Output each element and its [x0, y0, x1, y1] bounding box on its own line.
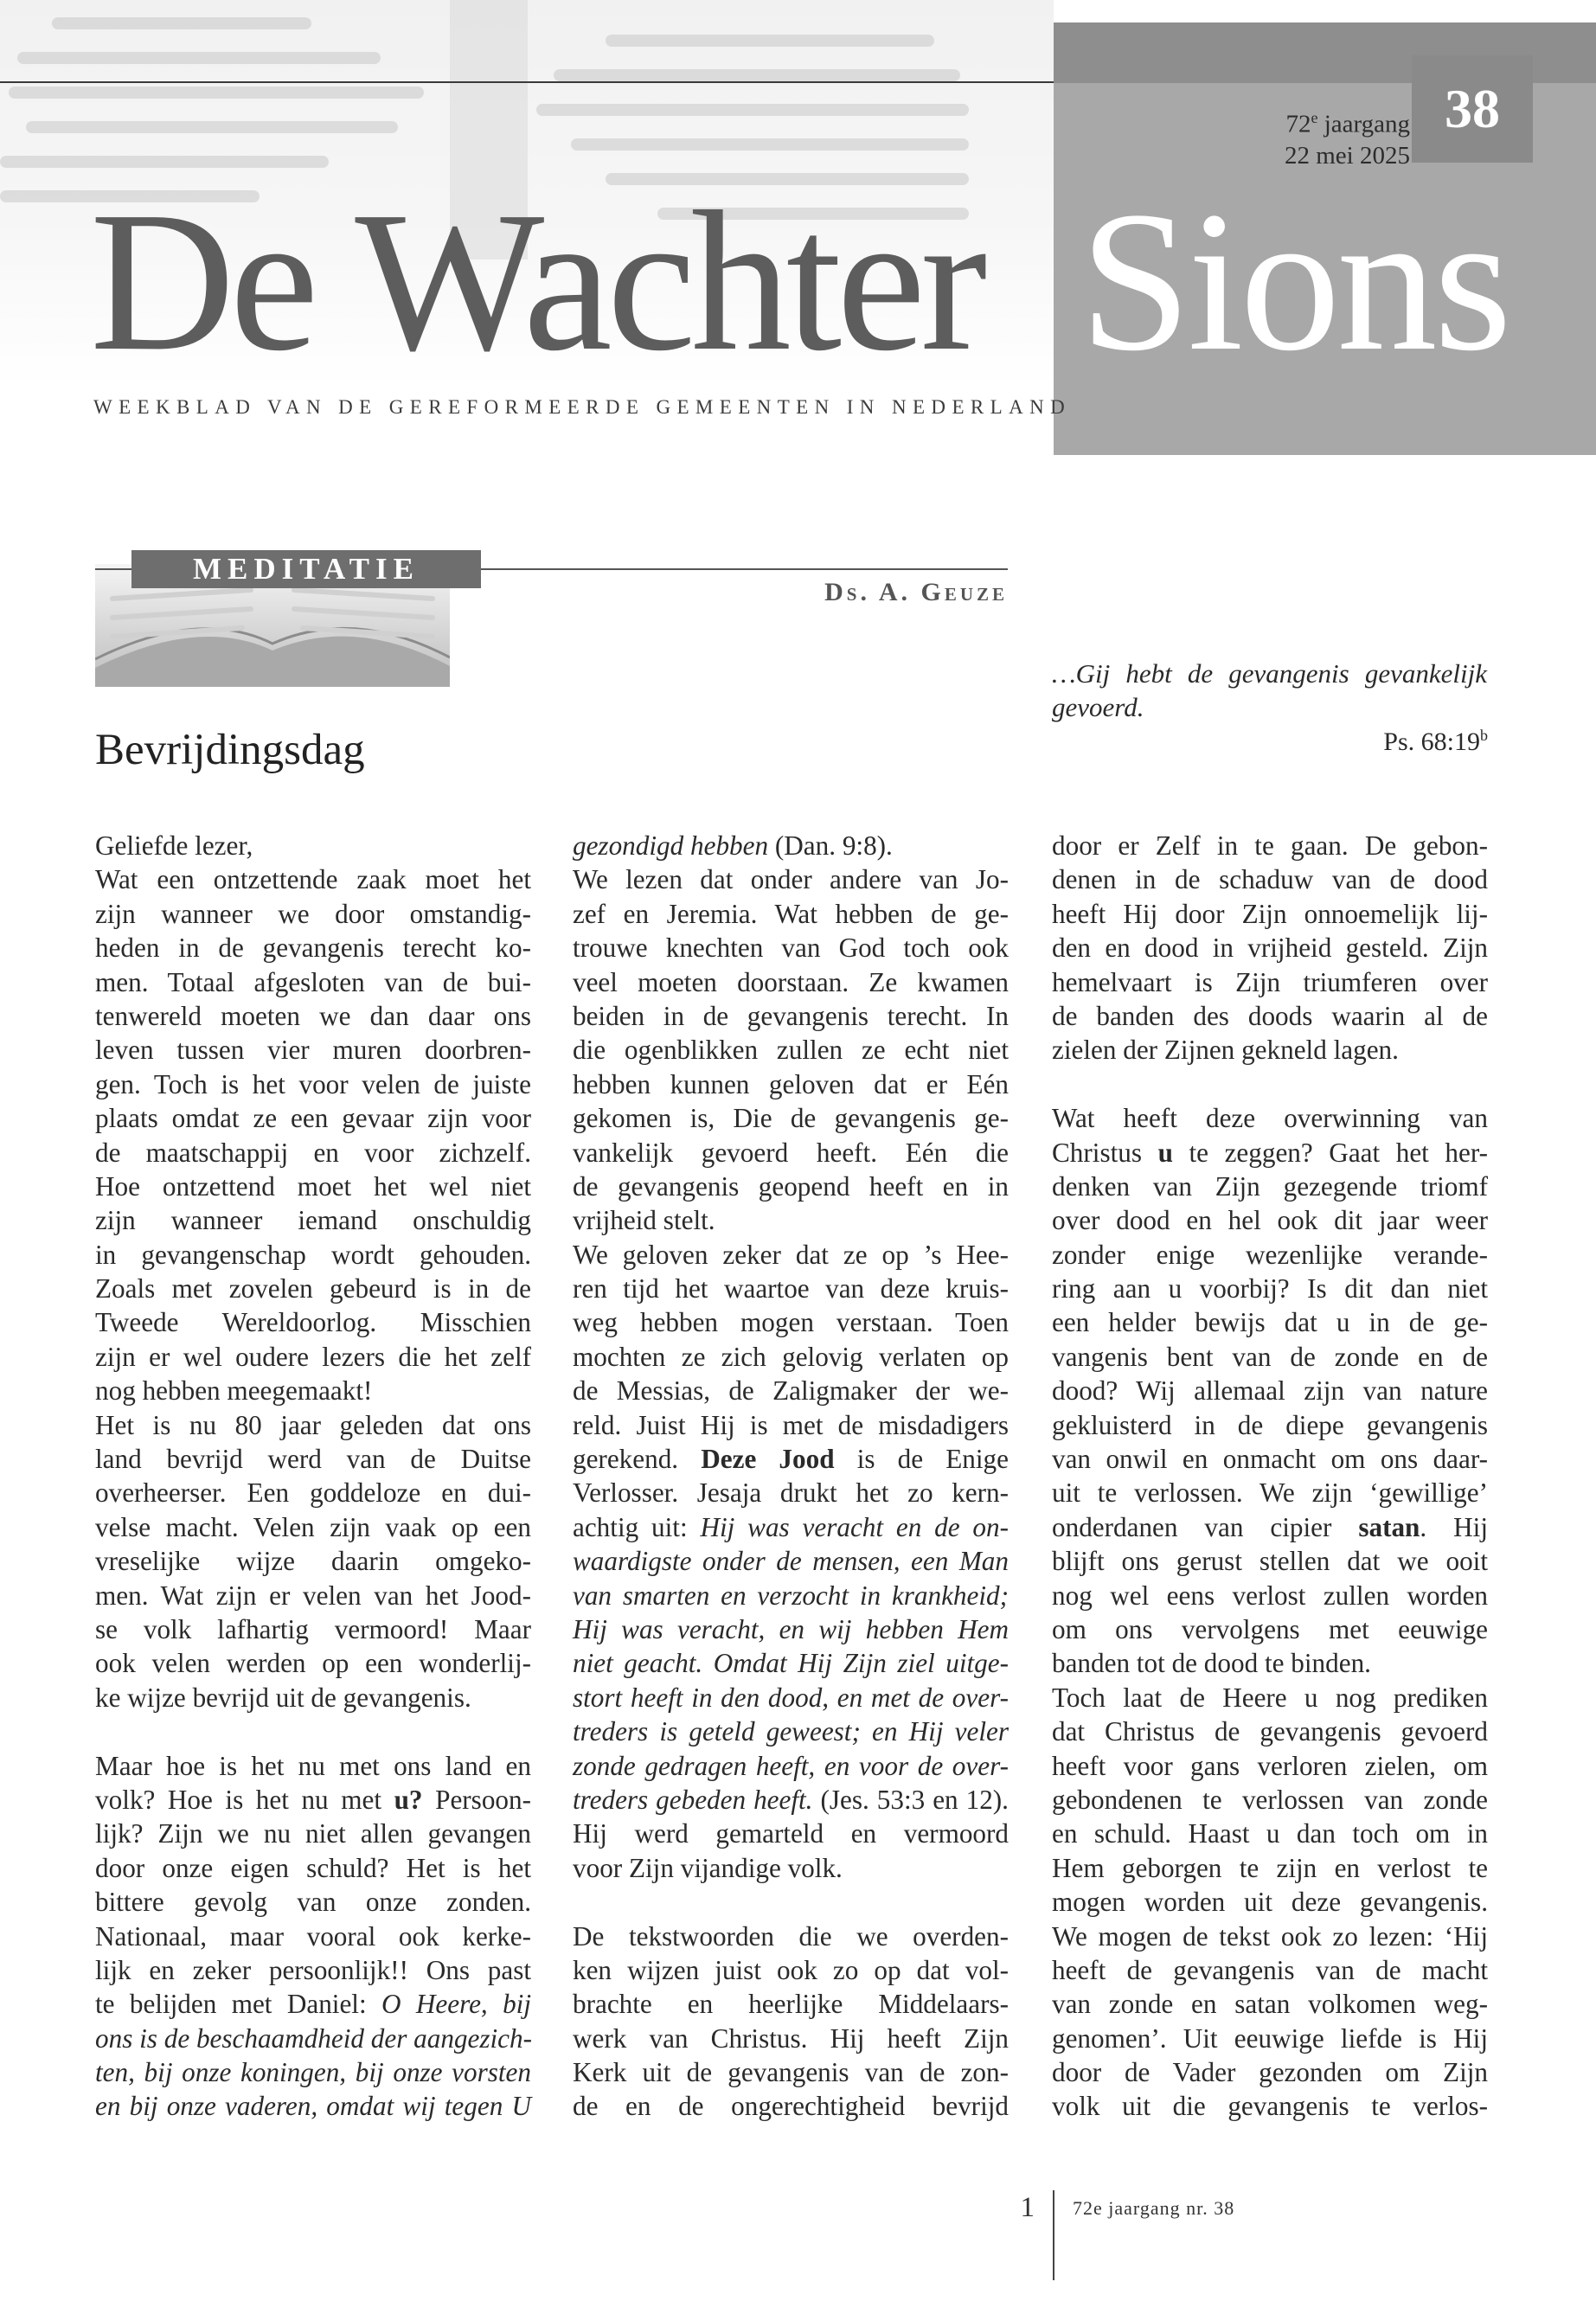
text-line: lijk en zeker persoonlijk!! Ons past [95, 1954, 531, 1985]
text-line: heeft de gevangenis van de macht [1052, 1954, 1488, 1985]
text-line: beiden in de gevangenis terecht. In [573, 1000, 1009, 1031]
italic-fragment: niet geacht. Omdat Hij Zijn ziel uitge- [573, 1648, 1009, 1679]
text-line: zonder enige wezenlijke verande- [1052, 1239, 1488, 1270]
text-line: gekluisterd in de diepe gevangenis [1052, 1409, 1488, 1440]
italic-fragment: gezondigd hebben [573, 830, 769, 861]
paragraph-gap [1052, 1067, 1488, 1101]
text-line [1052, 1510, 1488, 1544]
text-line: se volk lafhartig vermoord! Maar [95, 1613, 531, 1644]
text-line: nog hebben meegemaakt! [95, 1375, 373, 1407]
volume-number: 72 [1285, 110, 1311, 138]
text-line: nog wel eens verlost zullen worden [1052, 1580, 1488, 1611]
text-line [573, 1442, 1009, 1476]
quote-ref-text: Ps. 68:19 [1383, 727, 1480, 756]
text-line [95, 1579, 531, 1612]
text-line: dood? Wij allemaal zijn van nature [1052, 1375, 1488, 1407]
text-line: heden in de gevangenis terecht ko- [95, 933, 531, 964]
page-number: 1 [1020, 2192, 1035, 2223]
masthead-top-rule [0, 81, 1054, 83]
volume-suffix: e [1311, 109, 1318, 126]
text-line: tenwereld moeten we dan daar ons [95, 1000, 531, 1031]
text-line [573, 1715, 1009, 1748]
emphasis: u [1157, 1137, 1173, 1168]
italic-fragment: waardigste onder de mensen, een Man [573, 1546, 1009, 1577]
text-line: overheerser. Een goddeloze en dui- [95, 1477, 531, 1509]
italic-fragment: ten, bij onze koningen, bij onze vorsten [95, 2057, 531, 2088]
text-column-3 [1052, 829, 1488, 2124]
text-line: gen. Toch is het voor velen de juiste [95, 1068, 531, 1099]
text-line: de en de ongerechtigheid bevrijd [573, 2091, 1009, 2122]
text-line: hemelvaart is Zijn triumferen over [1052, 966, 1488, 997]
text-fragment: te zeggen? Gaat het her- [1172, 1137, 1489, 1168]
text-line: banden tot de dood te binden. [1052, 1648, 1371, 1679]
text-line: de gevangenis geopend heeft en in [573, 1170, 1009, 1202]
text-line: zef en Jeremia. Wat hebben de ge- [573, 898, 1009, 929]
text-line: gekomen is, Die de gevangenis ge- [573, 1103, 1009, 1134]
text-line [573, 1612, 1009, 1646]
text-line: vangenis bent van de zonde en de [1052, 1341, 1488, 1372]
text-line [573, 1681, 1009, 1715]
footer-rule [1053, 2190, 1054, 2280]
text-line: men. Totaal afgesloten van de bui- [95, 966, 531, 997]
text-line: de maatschappij en voor zichzelf. [95, 1137, 531, 1168]
text-fragment: Persoon- [422, 1784, 531, 1815]
article-author: Ds. A. Geuze [824, 578, 1008, 606]
text-line [95, 2022, 531, 2055]
paragraph-gap [95, 1715, 531, 1748]
masthead-subtitle: WEEKBLAD VAN DE GEREFORMEERDE GEMEENTEN IN NEDERLAND [93, 396, 1072, 418]
text-line: Het is nu 80 jaar geleden dat ons [95, 1409, 531, 1440]
quote-line: …Gij hebt de gevangenis gevankelijk [1052, 658, 1487, 689]
text-line: leven tussen vier muren doorbren- [95, 1035, 531, 1066]
text-line: Toch laat de Heere u nog prediken [1052, 1682, 1488, 1713]
text-line [95, 2089, 531, 2123]
text-line: land bevrijd werd van de Duitse [95, 1444, 531, 1475]
text-line: denken van Zijn gezegende triomf [1052, 1170, 1488, 1202]
emphasis: Deze Jood [701, 1444, 835, 1475]
text-line: gebondenen te verlossen van zonde [1052, 1784, 1488, 1815]
italic-fragment: treders gebeden heeft. [573, 1784, 813, 1815]
italic-fragment: Hij was veracht en de on- [700, 1511, 1009, 1542]
text-line: Hem geborgen te zijn en verlost te [1052, 1852, 1488, 1883]
text-line: Kerk uit de gevangenis van de zon- [573, 2057, 1009, 2088]
text-line: blijft ons gerust stellen dat we ooit [1052, 1546, 1488, 1577]
text-line: dat Christus de gevangenis gevoerd [1052, 1716, 1488, 1747]
text-line: om ons vervolgens met eeuwige [1052, 1613, 1488, 1644]
issue-date: 22 mei 2025 [1285, 141, 1410, 170]
text-line: zielen der Zijnen gekneld lagen. [1052, 1035, 1399, 1066]
text-line [573, 1749, 1009, 1783]
article-headline: Bevrijdingsdag [95, 726, 365, 774]
italic-fragment: Hij was veracht, en wij hebben Hem [573, 1613, 1009, 1644]
text-line: heeft voor gans verloren zielen, om [1052, 1750, 1488, 1781]
text-line: velse macht. Velen zijn vaak op een [95, 1511, 531, 1542]
text-line [95, 2055, 531, 2089]
text-line: veel moeten doorstaan. Ze kwamen [573, 966, 1009, 997]
italic-fragment: stort heeft in den dood, en met de over- [573, 1682, 1009, 1713]
masthead-title-right: Sions [1080, 170, 1509, 393]
text-line: vankelijk gevoerd heeft. Eén die [573, 1137, 1009, 1168]
text-line: genomen’. Uit eeuwige liefde is Hij [1052, 2022, 1488, 2054]
text-fragment: volk? Hoe is het nu met [95, 1784, 394, 1815]
text-line: Geliefde lezer, [95, 830, 253, 861]
quote-line: gevoerd. [1052, 692, 1144, 723]
text-line [573, 829, 1009, 862]
text-line: reld. Juist Hij is met de misdadigers [573, 1409, 1009, 1440]
text-line: de Messias, de Zaligmaker der we- [573, 1375, 1009, 1407]
text-line: Wat heeft deze overwinning van [1052, 1103, 1488, 1134]
text-line: Verlosser. Jesaja drukt het zo kern- [573, 1477, 1009, 1509]
text-line: vrijheid stelt. [573, 1205, 715, 1236]
text-fragment: men. [95, 1580, 161, 1611]
text-line [573, 1646, 1009, 1680]
text-line: van zonde en satan volkomen weg- [1052, 1989, 1488, 2020]
italic-fragment: ons is de beschaamdheid der aangezich- [95, 2022, 532, 2054]
text-line: Zoals met zovelen gebeurd is in de [95, 1273, 531, 1304]
text-line: door onze eigen schuld? Het is het [95, 1852, 531, 1883]
text-line: van onwil en onmacht om ons daar- [1052, 1444, 1488, 1475]
text-line: een helder bewijs dat u in de ge- [1052, 1307, 1488, 1338]
text-fragment: achtig uit: [573, 1511, 701, 1542]
text-fragment: (Jes. 53:3 en 12). [812, 1784, 1009, 1815]
italic-fragment: O Heere, bij [381, 1989, 532, 2020]
text-line: Hoe ontzettend moet het wel niet [95, 1170, 531, 1202]
text-line: trouwe knechten van God toch ook [573, 933, 1009, 964]
text-line: door de Vader gezonden om Zijn [1052, 2057, 1488, 2088]
volume-and-date [1211, 102, 1410, 171]
issue-number-box [1412, 55, 1533, 163]
volume-word: jaargang [1324, 110, 1410, 138]
text-line [573, 1579, 1009, 1612]
emphasis: satan [1358, 1511, 1420, 1542]
text-line: zijn wanneer we door omstandig- [95, 898, 531, 929]
text-line [573, 1510, 1009, 1544]
text-line: Maar hoe is het nu met ons land en [95, 1750, 531, 1781]
text-line: heeft Hij door Zijn onnoemelijk lij- [1052, 898, 1488, 929]
text-line: bittere gevolg van onze zonden. [95, 1887, 531, 1918]
text-fragment: gerekend. [573, 1444, 702, 1475]
text-fragment: (Dan. 9:8). [768, 830, 893, 861]
text-line [1052, 1136, 1488, 1170]
text-line: Tweede Wereldoorlog. Misschien [95, 1307, 531, 1338]
text-line [95, 1987, 531, 2021]
text-line: over dood en hel ook dit jaar weer [1052, 1205, 1488, 1236]
text-line: Nationaal, maar vooral ook kerke- [95, 1920, 531, 1952]
text-line: ren tijd het waartoe van deze kruis- [573, 1273, 1009, 1304]
text-line: De tekstwoorden die we overden- [573, 1920, 1009, 1952]
text-line: volk uit die gevangenis te verlos- [1052, 2091, 1488, 2122]
text-line [573, 1544, 1009, 1578]
text-line: hebben kunnen geloven dat er Eén [573, 1068, 1009, 1099]
text-line [573, 1783, 1009, 1817]
text-fragment: te belijden met Daniel: [95, 1989, 381, 2020]
text-line: ke wijze bevrijd uit de gevangenis. [95, 1682, 471, 1713]
text-line: Wat een ontzettende zaak moet het [95, 864, 531, 895]
text-line: ken wijzen juist ook zo op dat vol- [573, 1954, 1009, 1985]
text-line: We lezen dat onder andere van Jo- [573, 864, 1009, 895]
text-line: lijk? Zijn we nu niet allen gevangen [95, 1818, 531, 1849]
text-column-2 [573, 829, 1009, 2124]
text-line: den en dood in vrijheid gesteld. Zijn [1052, 933, 1488, 964]
text-line: denen in de schaduw van de dood [1052, 864, 1488, 895]
scripture-reference [1246, 727, 1488, 757]
text-line: werk van Christus. Hij heeft Zijn [573, 2022, 1009, 2054]
text-line: Hij werd gemarteld en vermoord [573, 1818, 1009, 1849]
italic-fragment: en bij onze vaderen, omdat wij tegen U [95, 2091, 531, 2122]
text-line [95, 1783, 531, 1817]
text-fragment: Wat zijn er velen van het Jood- [160, 1580, 531, 1611]
emphasis: u? [394, 1784, 423, 1815]
text-line: uit te verlossen. We zijn ‘gewillige’ [1052, 1477, 1488, 1509]
text-line: weg hebben mogen verstaan. Toen [573, 1307, 1009, 1338]
text-line: ring aan u voorbij? Is dit dan niet [1052, 1273, 1488, 1304]
text-line: de banden des doods waarin al de [1052, 1000, 1488, 1031]
quote-ref-sup: b [1480, 727, 1488, 744]
italic-fragment: van smarten en verzocht in krankheid; [573, 1580, 1009, 1611]
text-line: voor Zijn vijandige volk. [573, 1852, 843, 1883]
text-line: door er Zelf in te gaan. De gebon- [1052, 830, 1488, 861]
text-line: mochten ze zich gelovig verlaten op [573, 1341, 1009, 1372]
masthead-title-left: De Wachter [90, 170, 983, 393]
text-fragment: is de Enige [834, 1444, 1009, 1475]
text-line: ook velen werden op een wonderlij- [95, 1648, 531, 1679]
text-column-1 [95, 829, 531, 2124]
volume-line [1211, 102, 1410, 140]
text-line: mogen worden uit deze gevangenis. [1052, 1887, 1488, 1918]
issue-number: 38 [1445, 78, 1500, 139]
text-line: vreselijke wijze daarin omgeko- [95, 1546, 531, 1577]
scripture-quote [1052, 656, 1487, 724]
text-line: We mogen de tekst ook zo lezen: ‘Hij [1052, 1920, 1488, 1952]
text-fragment: . Hij [1420, 1511, 1489, 1542]
text-fragment: Christus [1052, 1137, 1158, 1168]
italic-fragment: treders is geteld geweest; en Hij veler [573, 1716, 1009, 1747]
text-line: zijn wanneer iemand onschuldig [95, 1205, 531, 1236]
text-line: en schuld. Haast u dan toch om in [1052, 1818, 1488, 1849]
footer-issue-info: 72e jaargang nr. 38 [1073, 2197, 1235, 2219]
text-line: We geloven zeker dat ze op ’s Hee- [573, 1239, 1009, 1270]
text-line: in gevangenschap wordt gehouden. [95, 1239, 531, 1270]
text-fragment: onderdanen van cipier [1052, 1511, 1359, 1542]
text-line: brachte en heerlijke Middelaars- [573, 1989, 1009, 2020]
italic-fragment: zonde gedragen heeft, en voor de over- [573, 1750, 1009, 1781]
text-line: zijn er wel oudere lezers die het zelf [95, 1341, 531, 1372]
text-line: plaats omdat ze een gevaar zijn voor [95, 1103, 531, 1134]
section-label: MEDITATIE [131, 550, 481, 588]
text-line: die ogenblikken zullen ze echt niet [573, 1035, 1009, 1066]
paragraph-gap [573, 1885, 1009, 1919]
